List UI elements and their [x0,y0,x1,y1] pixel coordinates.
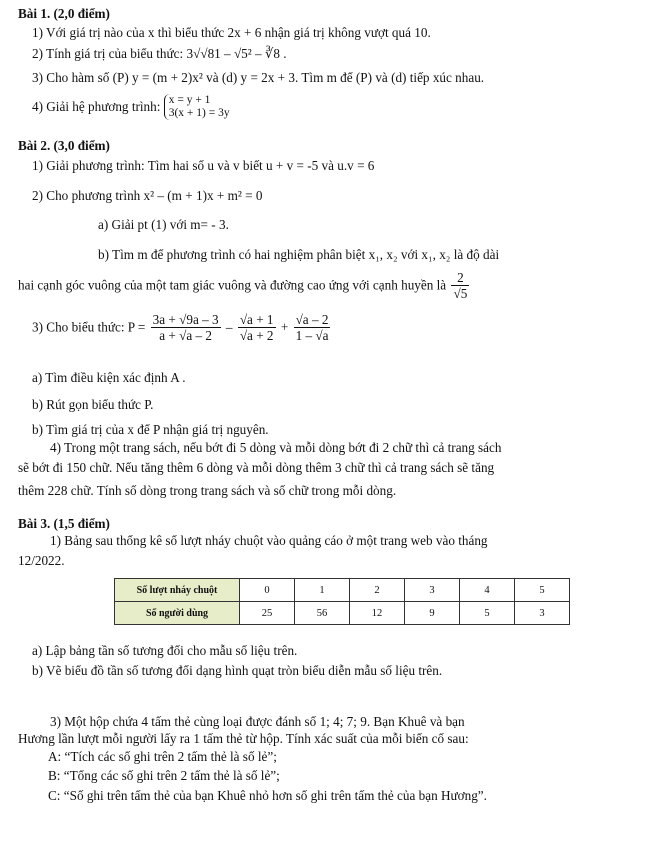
ex1-q2-text: 2) Tính giá trị của biểu thức: [32,46,184,61]
operator-minus: – [225,319,233,335]
exercise-2-title: Bài 2. (3,0 điểm) [18,138,110,153]
equation-system [164,94,230,120]
exercise-3-title: Bài 3. (1,5 điểm) [18,516,110,531]
table-cell: 9 [405,602,460,625]
table-cell: 12 [350,602,405,625]
ex3-q3-event-b: B: “Tổng các số ghi trên 2 tấm thẻ là số lẻ”; [48,768,280,783]
ex1-q3: 3) Cho hàm số (P) y = (m + 2)x² và (d) y = 2x + 3. Tìm m để (P) và (d) tiếp xúc nhau. [32,70,485,85]
p-fraction-1-denominator: a + √a – 2 [159,328,213,343]
table-row [115,579,570,602]
table-cell: 5 [460,602,515,625]
table-cell: 56 [295,602,350,625]
ex2-q4-line3: thêm 228 chữ. Tính số dòng trong trang sách và số chữ trong mỗi dòng. [18,483,397,498]
system-equation-1: x = y + 1 [168,94,211,106]
ex1-q1: 1) Với giá trị nào của x thì biểu thức 2x + 6 nhận giá trị không vượt quá 10. [32,25,431,40]
table-cell: 2 [350,579,405,602]
system-equation-2: 3(x + 1) = 3y [168,107,230,119]
p-fraction-2 [238,312,276,343]
p-fraction-3-denominator: 1 – √a [295,328,329,343]
table-cell: 0 [240,579,295,602]
ex3-q1b: b) Vẽ biểu đồ tần số tương đối dạng hình quạt tròn biểu diễn mẫu số liệu trên. [32,663,443,678]
click-frequency-table [114,578,570,625]
ex2-q3-text: 3) Cho biểu thức: P = [32,319,146,335]
exercise-1-title: Bài 1. (2,0 điểm) [18,6,110,21]
ex1-q4-text: 4) Giải hệ phương trình: [32,99,161,114]
altitude-fraction [451,270,469,301]
ex1-q4 [32,94,230,134]
ex3-q3-event-a: A: “Tích các số ghi trên 2 tấm thẻ là số lẻ”; [48,749,277,764]
p-fraction-3 [294,312,331,343]
ex2-q3c: b) Tìm giá trị của x để P nhận giá trị nguyên. [32,422,269,437]
table-cell: 4 [460,579,515,602]
p-fraction-2-numerator: √a + 1 [239,312,274,327]
ex3-q1-line1: 1) Bảng sau thống kê số lượt nháy chuột vào quảng cáo ở một trang web vào tháng [50,533,488,548]
ex3-q3-line1: 3) Một hộp chứa 4 tấm thẻ cùng loại được đánh số 1; 4; 7; 9. Bạn Khuê và bạn [50,714,465,729]
ex2-q2a: a) Giải pt (1) với m= - 3. [98,217,229,232]
ex2-q4-line1: 4) Trong một trang sách, nếu bớt đi 5 dòng và mỗi dòng bớt đi 2 chữ thì cả trang sách [50,440,502,455]
table-row-header-users: Số người dùng [115,602,240,625]
ex2-q4-line2: sẽ bớt đi 150 chữ. Nếu tăng thêm 6 dòng và mỗi dòng thêm 3 chữ thì cả trang sách sẽ tăng [18,460,495,475]
table-row [115,602,570,625]
table-cell: 5 [515,579,570,602]
operator-plus: + [280,319,289,335]
ex2-q2b-line1: b) Tìm m để phương trình có hai nghiệm phân biệt x₁, x₂ với x₁, x₂ là độ dài [98,247,500,262]
ex2-q3b: b) Rút gọn biểu thức P. [32,397,154,412]
p-fraction-2-denominator: √a + 2 [239,328,274,343]
ex1-q2-expression: 3√√81 – √5² – ∛8 . [186,46,287,61]
ex3-q1-line2: 12/2022. [18,553,65,568]
ex2-q2b-line2-text: hai cạnh góc vuông của một tam giác vuông và đường cao ứng với cạnh huyền là [18,277,447,293]
ex3-q1a: a) Lập bảng tần số tương đối cho mẫu số liệu trên. [32,643,298,658]
p-fraction-1 [151,312,221,343]
ex2-q2b-line2 [18,270,471,306]
ex3-q3-event-c: C: “Số ghi trên tấm thẻ của bạn Khuê nhỏ hơn số ghi trên tấm thẻ của bạn Hương”. [48,788,487,803]
table-row-header-clicks: Số lượt nháy chuột [115,579,240,602]
table-cell: 3 [405,579,460,602]
table-cell: 25 [240,602,295,625]
ex1-q2 [32,46,287,62]
fraction-numerator: 2 [451,270,469,286]
table-cell: 1 [295,579,350,602]
p-fraction-3-numerator: √a – 2 [295,312,329,327]
ex3-q3-line2: Hương lần lượt mỗi người lấy ra 1 tấm thẻ từ hộp. Tính xác suất của mỗi biến cố sau: [18,731,469,746]
p-fraction-1-numerator: 3a + √9a – 3 [152,312,219,327]
ex2-q3a: a) Tìm điều kiện xác định A . [32,370,186,385]
ex2-q3 [32,312,332,352]
fraction-denominator: √5 [453,286,468,301]
table-cell: 3 [515,602,570,625]
ex2-q1: 1) Giải phương trình: Tìm hai số u và v biết u + v = -5 và u.v = 6 [32,158,375,173]
ex2-q2: 2) Cho phương trình x² – (m + 1)x + m² = 0 [32,188,263,203]
